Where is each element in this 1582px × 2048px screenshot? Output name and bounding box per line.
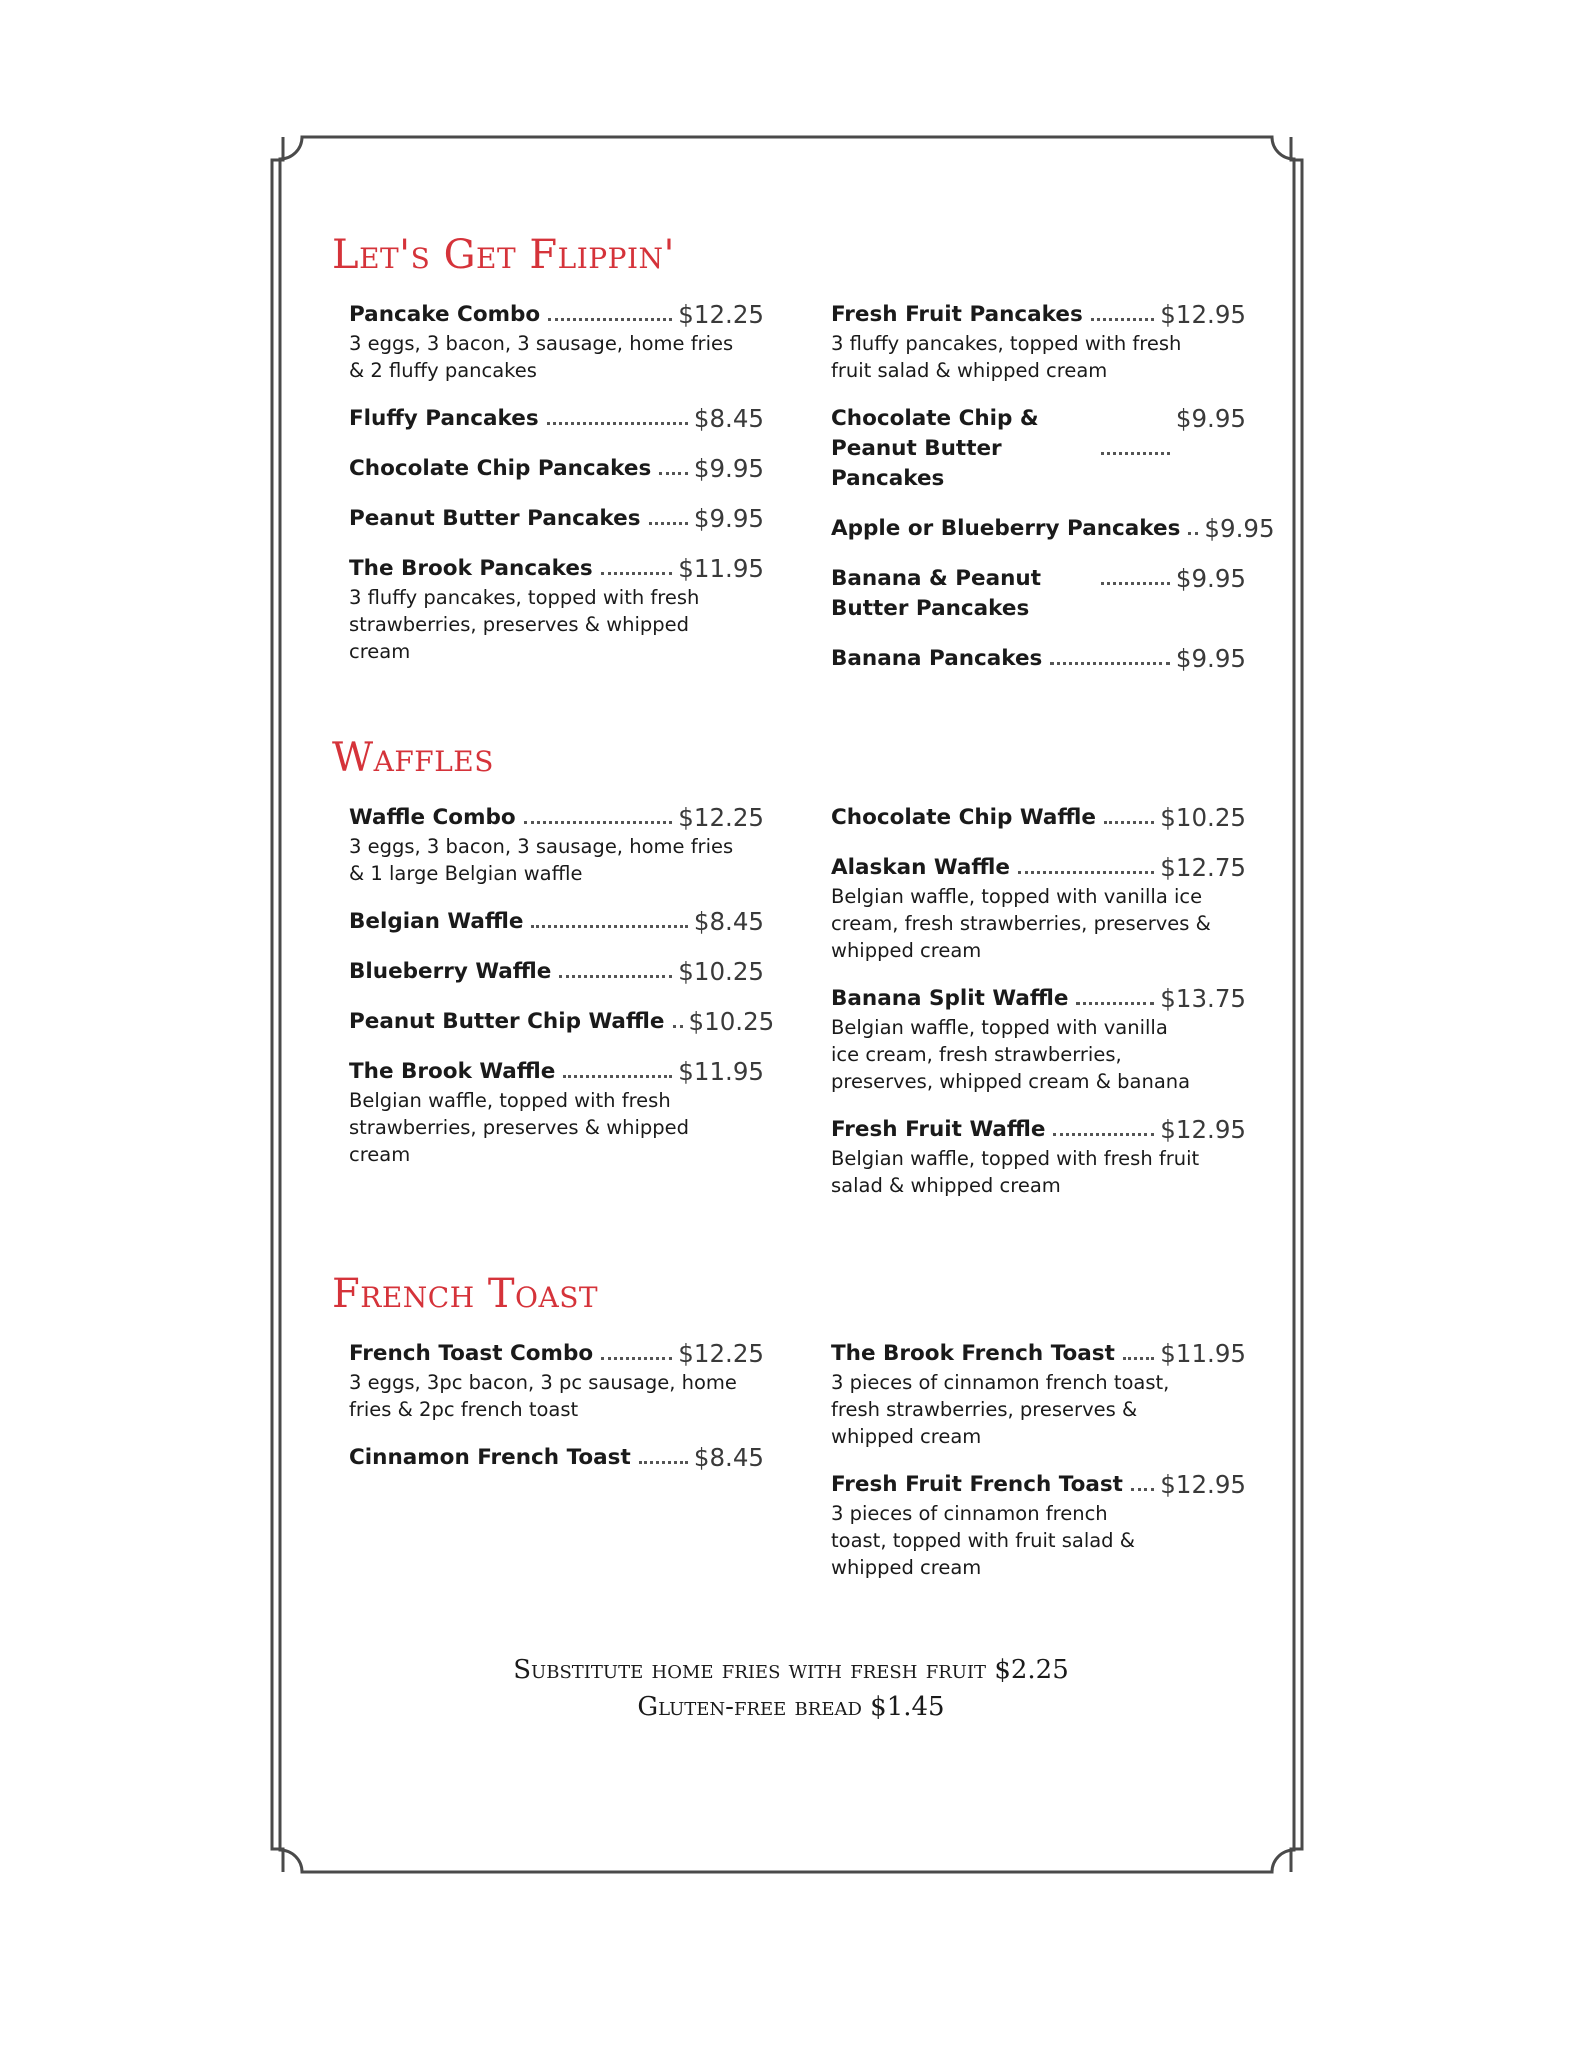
dot-leader: [1018, 871, 1154, 874]
item-price: $11.95: [678, 554, 764, 583]
item-name: Peanut Butter Chip Waffle: [349, 1009, 665, 1034]
dot-leader: [601, 572, 673, 575]
menu-item: [349, 1057, 764, 1168]
item-name: Blueberry Waffle: [349, 959, 552, 984]
item-price: $12.95: [1160, 1470, 1246, 1499]
french-toast-left-column: [349, 1339, 764, 1473]
item-price: $10.25: [678, 957, 764, 986]
item-description: 3 eggs, 3pc bacon, 3 pc sausage, home fries & 2pc french toast: [349, 1371, 737, 1421]
item-price: $12.25: [678, 803, 764, 832]
item-name: Fresh Fruit Pancakes: [831, 302, 1083, 327]
menu-item: [349, 300, 764, 384]
menu-item: [349, 1339, 764, 1423]
item-price: $11.95: [678, 1057, 764, 1086]
item-price: $8.45: [693, 907, 764, 936]
menu-item: [831, 984, 1246, 1095]
item-name: Belgian Waffle: [349, 909, 524, 934]
dot-leader: [1101, 452, 1170, 455]
item-description: Belgian waffle, topped with fresh strawberries, preserves & whipped cream: [349, 1089, 690, 1166]
menu-item: [831, 404, 1246, 494]
item-name: The Brook Pancakes: [349, 556, 593, 581]
item-price: $9.95: [1204, 514, 1275, 543]
item-name: Chocolate Chip & Peanut Butter Pancakes: [831, 406, 1039, 491]
item-price: $9.95: [1175, 644, 1246, 673]
dot-leader: [659, 472, 688, 475]
menu-item: [831, 1470, 1246, 1581]
menu-item: [831, 1339, 1246, 1450]
menu-item: [349, 957, 764, 987]
item-name: Alaskan Waffle: [831, 855, 1010, 880]
item-price: $11.95: [1160, 1339, 1246, 1368]
waffles-left-column: [349, 803, 775, 1168]
item-description: Belgian waffle, topped with vanilla ice cream, fresh strawberries, preserves, whipped cream & banana: [831, 1016, 1191, 1093]
pancakes-right-column: [831, 300, 1275, 674]
waffles-right-column: [831, 803, 1246, 1199]
item-name: Waffle Combo: [349, 805, 516, 830]
menu-item: [831, 853, 1246, 964]
item-price: $8.45: [693, 404, 764, 433]
dot-leader: [547, 422, 688, 425]
item-price: $12.25: [678, 300, 764, 329]
item-description: 3 pieces of cinnamon french toast, topped with fruit salad & whipped cream: [831, 1502, 1135, 1579]
footnote-gluten-free: Gluten-free bread $1.45: [637, 1692, 945, 1722]
item-price: $12.95: [1160, 1115, 1246, 1144]
dot-leader: [649, 522, 688, 525]
item-name: Pancake Combo: [349, 302, 541, 327]
dot-leader: [1091, 318, 1154, 321]
dot-leader: [601, 1357, 672, 1360]
item-description: 3 fluffy pancakes, topped with fresh fruit salad & whipped cream: [831, 332, 1182, 382]
item-name: The Brook Waffle: [349, 1059, 556, 1084]
pancakes-left-column: [349, 300, 764, 665]
menu-item: [349, 504, 764, 534]
item-description: 3 pieces of cinnamon french toast, fresh strawberries, preserves & whipped cream: [831, 1371, 1170, 1448]
menu-item: [349, 1007, 775, 1037]
dot-leader: [1076, 1002, 1154, 1005]
item-description: 3 eggs, 3 bacon, 3 sausage, home fries & 1 large Belgian waffle: [349, 835, 734, 885]
item-name: Fresh Fruit French Toast: [831, 1472, 1123, 1497]
item-description: 3 fluffy pancakes, topped with fresh strawberries, preserves & whipped cream: [349, 586, 700, 663]
dot-leader: [563, 1075, 672, 1078]
menu-item: [831, 644, 1246, 674]
section-title-waffles: Waffles: [332, 735, 494, 781]
item-name: Banana Pancakes: [831, 646, 1043, 671]
menu-item: [831, 300, 1246, 384]
footnote-substitution: Substitute home fries with fresh fruit $2.25: [513, 1655, 1069, 1685]
item-price: $9.95: [1175, 404, 1246, 433]
menu-item: [831, 564, 1246, 624]
item-name: Apple or Blueberry Pancakes: [831, 516, 1181, 541]
item-name: Chocolate Chip Pancakes: [349, 456, 652, 481]
item-description: Belgian waffle, topped with fresh fruit salad & whipped cream: [831, 1147, 1200, 1197]
menu-item: [831, 803, 1246, 833]
french-toast-right-column: [831, 1339, 1246, 1581]
item-name: Chocolate Chip Waffle: [831, 805, 1096, 830]
dot-leader: [548, 318, 672, 321]
item-price: $10.25: [688, 1007, 775, 1036]
menu-item: [349, 803, 764, 887]
menu-item: [349, 454, 764, 484]
section-title-french-toast: French Toast: [332, 1271, 599, 1317]
item-name: Cinnamon French Toast: [349, 1445, 631, 1470]
menu-item: [831, 514, 1275, 544]
menu-item: [349, 907, 764, 937]
item-name: Fresh Fruit Waffle: [831, 1117, 1046, 1142]
dot-leader: [1131, 1488, 1154, 1491]
menu-item: [349, 554, 764, 665]
dot-leader: [1050, 662, 1170, 665]
dot-leader: [559, 975, 672, 978]
item-price: $8.45: [693, 1443, 764, 1472]
dot-leader: [531, 925, 687, 928]
item-name: Banana & Peanut Butter Pancakes: [831, 566, 1041, 621]
item-name: Banana Split Waffle: [831, 986, 1069, 1011]
dot-leader: [1188, 532, 1198, 535]
item-description: Belgian waffle, topped with vanilla ice cream, fresh strawberries, preserves & whipped cream: [831, 885, 1211, 962]
item-price: $12.75: [1160, 853, 1246, 882]
menu-item: [349, 404, 764, 434]
item-name: The Brook French Toast: [831, 1341, 1115, 1366]
section-title-pancakes: Let's Get Flippin': [332, 232, 675, 278]
item-name: French Toast Combo: [349, 1341, 594, 1366]
dot-leader: [673, 1025, 683, 1028]
item-price: $12.25: [678, 1339, 764, 1368]
dot-leader: [1053, 1133, 1154, 1136]
menu-item: [831, 1115, 1246, 1199]
item-price: $9.95: [1175, 564, 1246, 593]
item-price: $9.95: [693, 504, 764, 533]
menu-item: [349, 1443, 764, 1473]
dot-leader: [1101, 582, 1170, 585]
dot-leader: [1104, 821, 1154, 824]
item-description: 3 eggs, 3 bacon, 3 sausage, home fries & 2 fluffy pancakes: [349, 332, 734, 382]
item-price: $13.75: [1160, 984, 1246, 1013]
item-price: $10.25: [1160, 803, 1246, 832]
item-name: Fluffy Pancakes: [349, 406, 539, 431]
item-price: $12.95: [1160, 300, 1246, 329]
dot-leader: [524, 821, 673, 824]
dot-leader: [639, 1461, 688, 1464]
item-price: $9.95: [693, 454, 764, 483]
dot-leader: [1123, 1357, 1154, 1360]
item-name: Peanut Butter Pancakes: [349, 506, 641, 531]
